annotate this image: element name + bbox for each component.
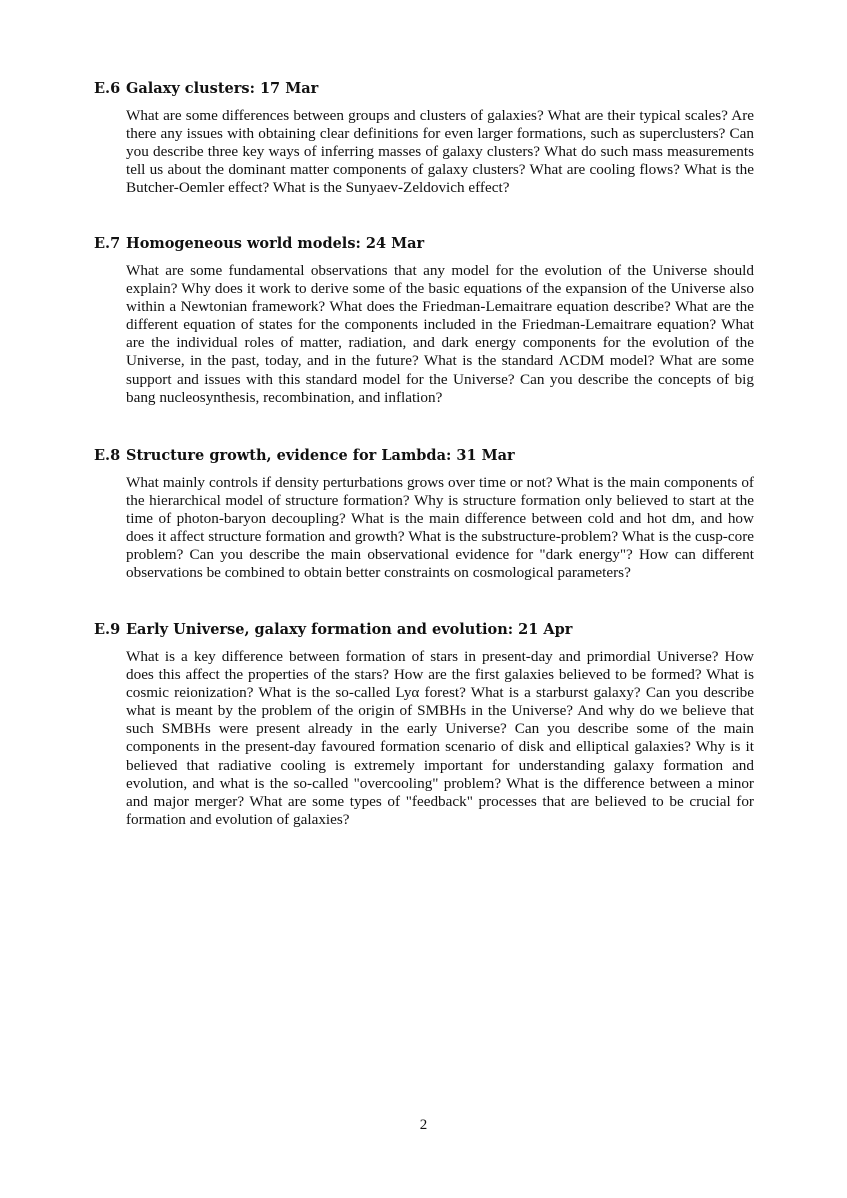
section-number: E.6 — [94, 80, 121, 97]
section-title: Structure growth, evidence for Lambda: 31 Mar — [126, 447, 515, 464]
section-title: Early Universe, galaxy formation and evolution: 21 Apr — [126, 621, 573, 638]
section-body: What mainly controls if density perturbations grows over time or not? What is the main components of the hierarchical model of structure formation? Why is structure formation only believed to start at the time of photon-baryon decoupling? What is the main difference between cold and hot dm, and how does it affect structure formation and growth? What is the substructure-problem? What is the cusp-core problem? Can you describe the main observational evidence for "dark energy"? How can different observations be combined to obtain better constraints on cosmological parameters? — [126, 474, 754, 582]
section-number: E.9 — [94, 621, 121, 638]
section-title: Homogeneous world models: 24 Mar — [126, 235, 425, 252]
section-title: Galaxy clusters: 17 Mar — [126, 80, 319, 97]
section-body: What are some fundamental observations that any model for the evolution of the Universe should explain? Why does it work to derive some of the basic equations of the expansion of the Universe also within a Newtonian framework? What does the Friedman-Lemaitrare equation describe? What are the different equation of states for the components included in the Friedman-Lemaitrare equation? What are the individual roles of matter, radiation, and dark energy components for the evolution of the Universe, in the past, today, and in the future? What is the standard ΛCDM model? What are some support and issues with this standard model for the Universe? Can you describe the concepts of big bang nucleosynthesis, recombination, and inflation? — [126, 262, 754, 406]
section-heading — [94, 80, 754, 98]
section-number: E.8 — [94, 447, 121, 464]
section-heading — [94, 621, 754, 639]
section-e6 — [94, 80, 754, 197]
section-heading — [94, 447, 754, 465]
section-heading — [94, 235, 754, 253]
section-body: What is a key difference between formation of stars in present-day and primordial Universe? How does this affect the properties of the stars? How are the first galaxies believed to be formed? What is cosmic reionization? What is the so-called Lyα forest? What is a starburst galaxy? Can you describe what is meant by the problem of the origin of SMBHs in the Universe? And why do we believe that such SMBHs were present already in the early Universe? Can you describe some of the main components in the present-day favoured formation scenario of disk and elliptical galaxies? Why is it believed that radiative cooling is extremely important for understanding galaxy formation and evolution, and what is the so-called "overcooling" problem? What is the difference between a minor and major merger? What are some types of "feedback" processes that are believed to be crucial for formation and evolution of galaxies? — [126, 648, 754, 828]
section-e7 — [94, 235, 754, 407]
section-e9 — [94, 621, 754, 829]
section-e8 — [94, 447, 754, 583]
section-body: What are some differences between groups and clusters of galaxies? What are their typical scales? Are there any issues with obtaining clear definitions for even larger formations, such as superclusters? Can you describe three key ways of inferring masses of galaxy clusters? What do such mass measurements tell us about the dominant matter components of galaxy clusters? What are cooling flows? What is the Butcher-Oemler effect? What is the Sunyaev-Zeldovich effect? — [126, 107, 754, 197]
section-number: E.7 — [94, 235, 121, 252]
page-number: 2 — [419, 1117, 428, 1133]
